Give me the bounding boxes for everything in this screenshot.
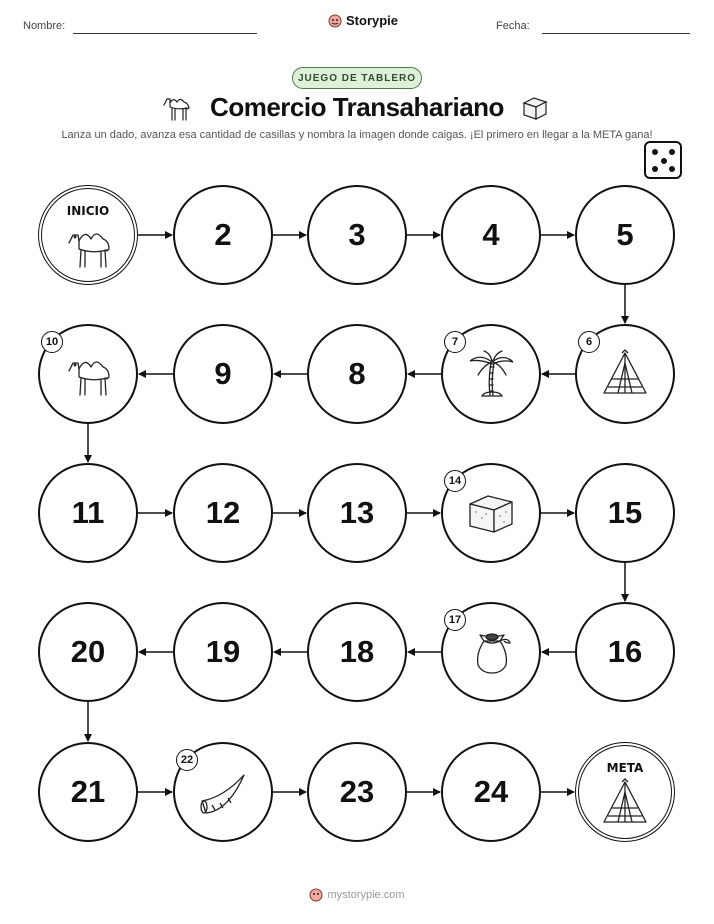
date-label: Fecha:	[496, 20, 530, 32]
instructions: Lanza un dado, avanza esa cantidad de casillas y nombra la imagen donde caigas. ¡El primero en llegar a la META gana!	[61, 129, 653, 141]
name-label: Nombre:	[23, 20, 66, 32]
space-number: 15	[607, 495, 643, 530]
space-number-badge: 14	[444, 470, 466, 492]
board-space	[575, 463, 675, 563]
space-number: 12	[205, 495, 241, 530]
goal-space	[575, 742, 675, 842]
goal-label: META	[606, 761, 644, 775]
board-space	[38, 463, 138, 563]
space-number: 24	[473, 774, 509, 809]
space-number: 2	[214, 217, 232, 252]
camel-icon	[63, 349, 113, 399]
space-number: 11	[71, 495, 105, 530]
space-number: 13	[339, 495, 375, 530]
page-title: Comercio Transahariano	[210, 92, 504, 122]
board-space	[575, 602, 675, 702]
space-number: 4	[482, 217, 500, 252]
board-space	[38, 324, 138, 424]
board-space	[173, 602, 273, 702]
board-space	[173, 185, 273, 285]
board-space	[307, 742, 407, 842]
board-space	[173, 463, 273, 563]
board-space	[38, 602, 138, 702]
space-number: 9	[214, 356, 232, 391]
space-number: 19	[205, 634, 241, 669]
board-space	[173, 742, 273, 842]
palm-tree-icon	[466, 349, 516, 399]
board-space	[441, 602, 541, 702]
tent-icon	[600, 778, 650, 828]
start-label: INICIO	[66, 204, 110, 218]
tent-icon	[600, 349, 650, 399]
board-game-badge: JUEGO DE TABLERO	[292, 67, 422, 89]
camel-icon	[63, 221, 113, 271]
footer	[0, 888, 714, 902]
ivory-tusk-icon	[198, 767, 248, 817]
board-space	[307, 185, 407, 285]
space-number-badge: 7	[444, 331, 466, 353]
space-number-badge: 17	[444, 609, 466, 631]
board-space	[441, 324, 541, 424]
board-space	[575, 324, 675, 424]
space-number-badge: 10	[41, 331, 63, 353]
space-number: 21	[70, 774, 106, 809]
board-space	[307, 324, 407, 424]
storypie-mascot-icon	[309, 888, 323, 902]
board-space	[441, 463, 541, 563]
salt-block-icon	[466, 488, 516, 538]
space-number: 3	[348, 217, 366, 252]
space-number: 20	[70, 634, 106, 669]
space-number: 23	[339, 774, 375, 809]
space-number: 5	[616, 217, 634, 252]
space-number: 8	[348, 356, 366, 391]
board-space	[575, 185, 675, 285]
space-number-badge: 22	[176, 749, 198, 771]
board-space	[307, 463, 407, 563]
board-space	[173, 324, 273, 424]
money-bag-icon	[466, 627, 516, 677]
footer-url: mystorypie.com	[327, 889, 405, 901]
board-space	[441, 185, 541, 285]
brand-name: Storypie	[346, 13, 399, 28]
start-space	[38, 185, 138, 285]
board-space	[38, 742, 138, 842]
space-number: 16	[607, 634, 643, 669]
board-space	[441, 742, 541, 842]
space-number: 18	[339, 634, 375, 669]
board-space	[307, 602, 407, 702]
space-number-badge: 6	[578, 331, 600, 353]
